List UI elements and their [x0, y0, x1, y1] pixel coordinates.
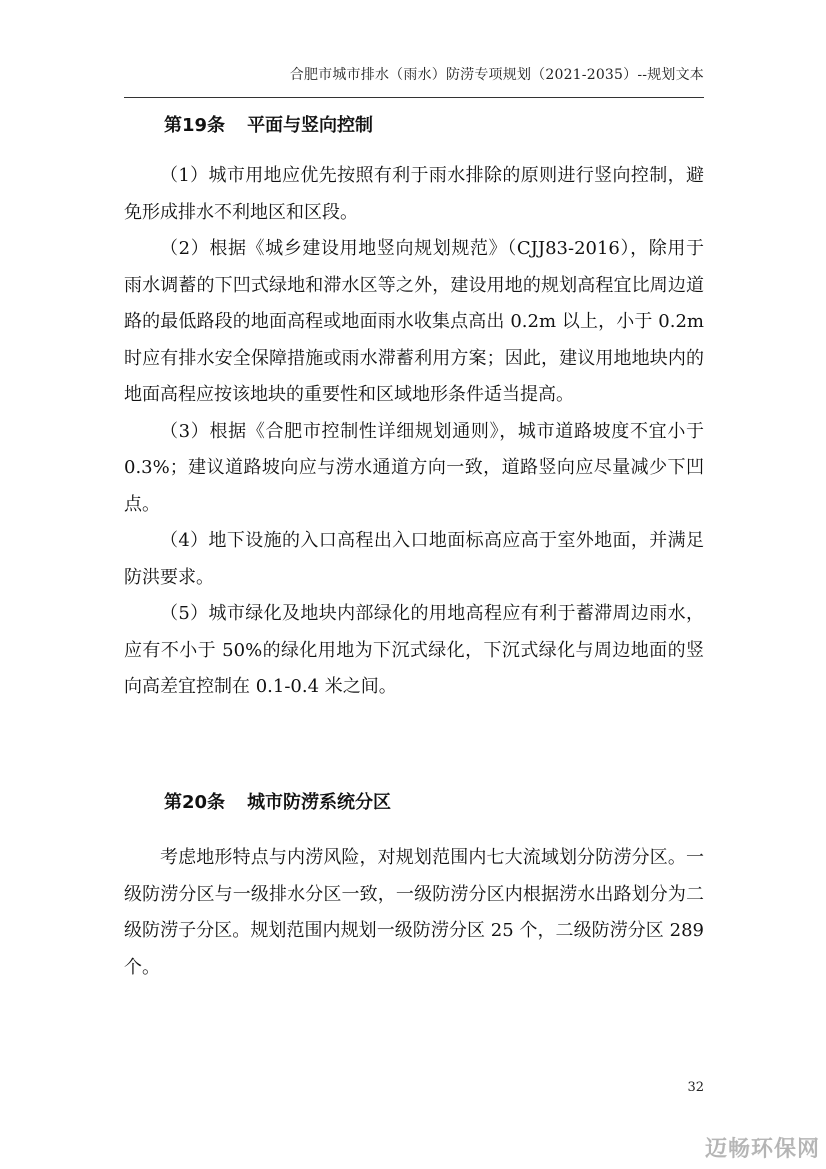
- paragraph-2: （2）根据《城乡建设用地竖向规划规范》（CJJ83-2016），除用于雨水调蓄的下凹式绿地和滞水区等之外，建设用地的规划高程宜比周边道路的最低路段的地面高程或地面雨水收集点高出 0.2m 以上，小于 0.2m 时应有排水安全保障措施或雨水滞蓄利用方案；因此，建议用地地块内的地面高程应按该地块的重要性和区域地形条件适当提高。: [124, 238, 704, 405]
- section-title: 平面与竖向控制: [247, 115, 374, 136]
- paragraph-4: （4）地下设施的入口高程出入口地面标高应高于室外地面，并满足防洪要求。: [124, 530, 704, 588]
- section-20: [124, 791, 704, 986]
- section-number: 第20条: [164, 792, 226, 813]
- paragraph-1: 考虑地形特点与内涝风险，对规划范围内七大流域划分防涝分区。一级防涝分区与一级排水分区一致，一级防涝分区内根据涝水出路划分为二级防涝子分区。规划范围内规划一级防涝分区 25 个，二级防涝分区 289 个。: [124, 847, 704, 978]
- section-title: 城市防涝系统分区: [247, 792, 392, 813]
- paragraph-5: （5）城市绿化及地块内部绿化的用地高程应有利于蓄滞周边雨水，应有不小于 50%的绿化用地为下沉式绿化，下沉式绿化与周边地面的竖向高差宜控制在 0.1-0.4 米之间。: [124, 603, 704, 697]
- paragraph-3: （3）根据《合肥市控制性详细规划通则》，城市道路坡度不宜小于 0.3%；建议道路坡向应与涝水通道方向一致，道路竖向应尽量减少下凹点。: [124, 420, 704, 515]
- section-19: [124, 114, 704, 706]
- section-heading: [164, 114, 704, 138]
- section-heading: [164, 791, 704, 815]
- watermark: 迈畅环保网: [704, 1137, 820, 1162]
- running-header: 合肥市城市排水（雨水）防涝专项规划（2021-2035）--规划文本: [289, 67, 704, 83]
- header-rule: [124, 97, 704, 98]
- section-number: 第19条: [164, 115, 226, 136]
- paragraph-1: （1）城市用地应优先按照有利于雨水排除的原则进行竖向控制，避免形成排水不利地区和区段。: [124, 165, 704, 223]
- page-number: 32: [687, 1080, 704, 1095]
